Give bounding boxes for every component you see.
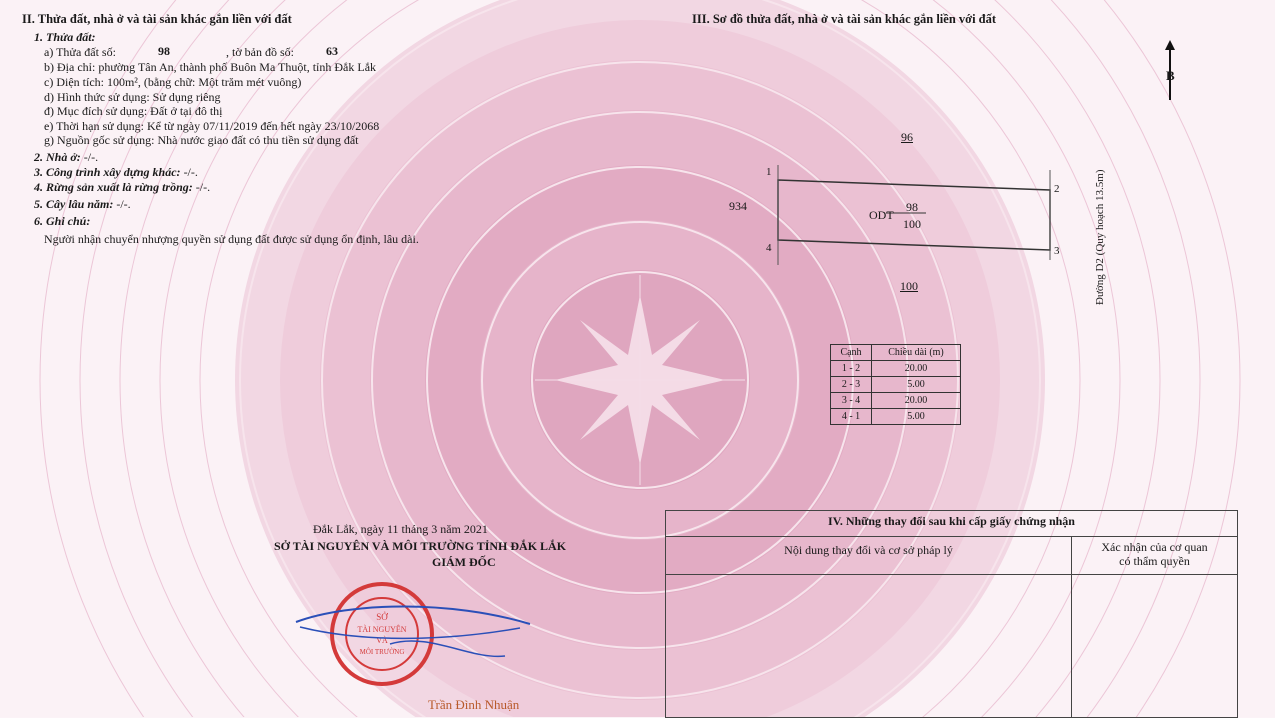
svg-text:SỞ: SỞ [376, 612, 388, 622]
house-label: 2. Nhà ở: [34, 150, 81, 164]
map-number: 63 [326, 44, 338, 58]
changes-table [665, 510, 1238, 718]
point-3: 3 [1054, 245, 1060, 257]
house-value: -/-. [83, 150, 99, 164]
signer-role: GIÁM ĐỐC [432, 555, 496, 569]
road-label: Đường D2 (Quy hoạch 13.5m) [1094, 169, 1106, 305]
edge-cell: 1 - 2 [831, 361, 872, 377]
neighbor-plot-left: 934 [729, 199, 747, 213]
edge-header-edge: Cạnh [831, 345, 872, 361]
house-row [34, 150, 98, 165]
edge-length-table [830, 344, 961, 425]
use-form-line: d) Hình thức sử dụng: Sử dụng riêng [44, 90, 221, 104]
table-row [831, 377, 961, 393]
point-2: 2 [1054, 183, 1060, 195]
note-text: Người nhận chuyển nhượng quyền sử dụng đất được sử dụng ổn định, lâu dài. [44, 232, 419, 246]
plot-label: a) Thửa đất số: [44, 45, 116, 59]
edge-cell: 2 - 3 [831, 377, 872, 393]
point-1: 1 [766, 166, 772, 178]
neighbor-plot-top: 96 [901, 130, 913, 144]
north-label: B [1166, 68, 1175, 83]
length-cell: 20.00 [872, 393, 961, 409]
neighbor-plot-bottom: 100 [900, 279, 918, 293]
svg-text:TÀI NGUYÊN: TÀI NGUYÊN [357, 625, 407, 634]
edge-cell: 4 - 1 [831, 409, 872, 425]
section-iii-title: III. Sơ đồ thửa đất, nhà ở và tài sản khác gắn liền với đất [692, 12, 997, 26]
forest-row [34, 180, 210, 195]
tree-value: -/-. [116, 197, 131, 211]
tree-label: 5. Cây lâu năm: [34, 197, 114, 211]
changes-col-content: Nội dung thay đổi và cơ sở pháp lý [666, 537, 1072, 575]
tree-row [34, 197, 131, 212]
map-label: , tờ bản đồ số: [226, 45, 295, 59]
table-row [831, 409, 961, 425]
forest-label: 4. Rừng sản xuất là rừng trồng: [34, 180, 193, 194]
changes-col-confirm-line2: có thẩm quyền [1119, 554, 1190, 568]
place-date: Đắk Lắk, ngày 11 tháng 3 năm 2021 [313, 522, 488, 536]
changes-col-confirm [1072, 537, 1238, 575]
other-works-value: -/-. [183, 165, 198, 179]
changes-content-cell [666, 575, 1072, 718]
edge-header-length: Chiều dài (m) [872, 345, 961, 361]
area-line: c) Diện tích: 100m², (bằng chữ: Một trăm mét vuông) [44, 75, 302, 89]
svg-text:MÔI TRƯỜNG: MÔI TRƯỜNG [359, 648, 405, 656]
point-4: 4 [766, 242, 772, 254]
table-row [831, 393, 961, 409]
address-line: b) Địa chỉ: phường Tân An, thành phố Buôn Ma Thuột, tỉnh Đắk Lắk [44, 60, 377, 74]
purpose-line: đ) Mục đích sử dụng: Đất ở tại đô thị [44, 104, 223, 118]
edge-table-header [831, 345, 961, 361]
department-name: SỞ TÀI NGUYÊN VÀ MÔI TRƯỜNG TỈNH ĐẮK LẮK [274, 539, 567, 553]
length-cell: 20.00 [872, 361, 961, 377]
length-cell: 5.00 [872, 409, 961, 425]
origin-line: g) Nguồn gốc sử dụng: Nhà nước giao đất có thu tiền sử dụng đất [44, 133, 359, 147]
plot-number: 98 [158, 44, 170, 58]
section-ii-title: II. Thửa đất, nhà ở và tài sản khác gắn liền với đất [22, 12, 292, 26]
other-works-label: 3. Công trình xây dựng khác: [34, 165, 181, 179]
changes-col-confirm-line1: Xác nhận của cơ quan [1101, 540, 1208, 554]
changes-confirm-cell [1072, 575, 1238, 718]
forest-value: -/-. [195, 180, 211, 194]
term-line: e) Thời hạn sử dụng: Kể từ ngày 07/11/2019 đến hết ngày 23/10/2068 [44, 119, 380, 133]
land-heading: 1. Thửa đất: [34, 30, 96, 44]
note-label: 6. Ghi chú: [34, 214, 91, 228]
edge-cell: 3 - 4 [831, 393, 872, 409]
length-cell: 5.00 [872, 377, 961, 393]
parcel-code: ODT [869, 208, 894, 222]
svg-text:VÀ: VÀ [376, 636, 388, 645]
table-row [831, 361, 961, 377]
parcel-diagram [760, 160, 1070, 270]
changes-title: IV. Những thay đổi sau khi cấp giấy chứng nhận [666, 511, 1238, 537]
parcel-number: 98 [906, 200, 918, 214]
parcel-area: 100 [903, 217, 921, 231]
other-works-row [34, 165, 198, 180]
official-stamp [290, 572, 550, 702]
signer-name: Trần Đình Nhuận [428, 697, 520, 712]
